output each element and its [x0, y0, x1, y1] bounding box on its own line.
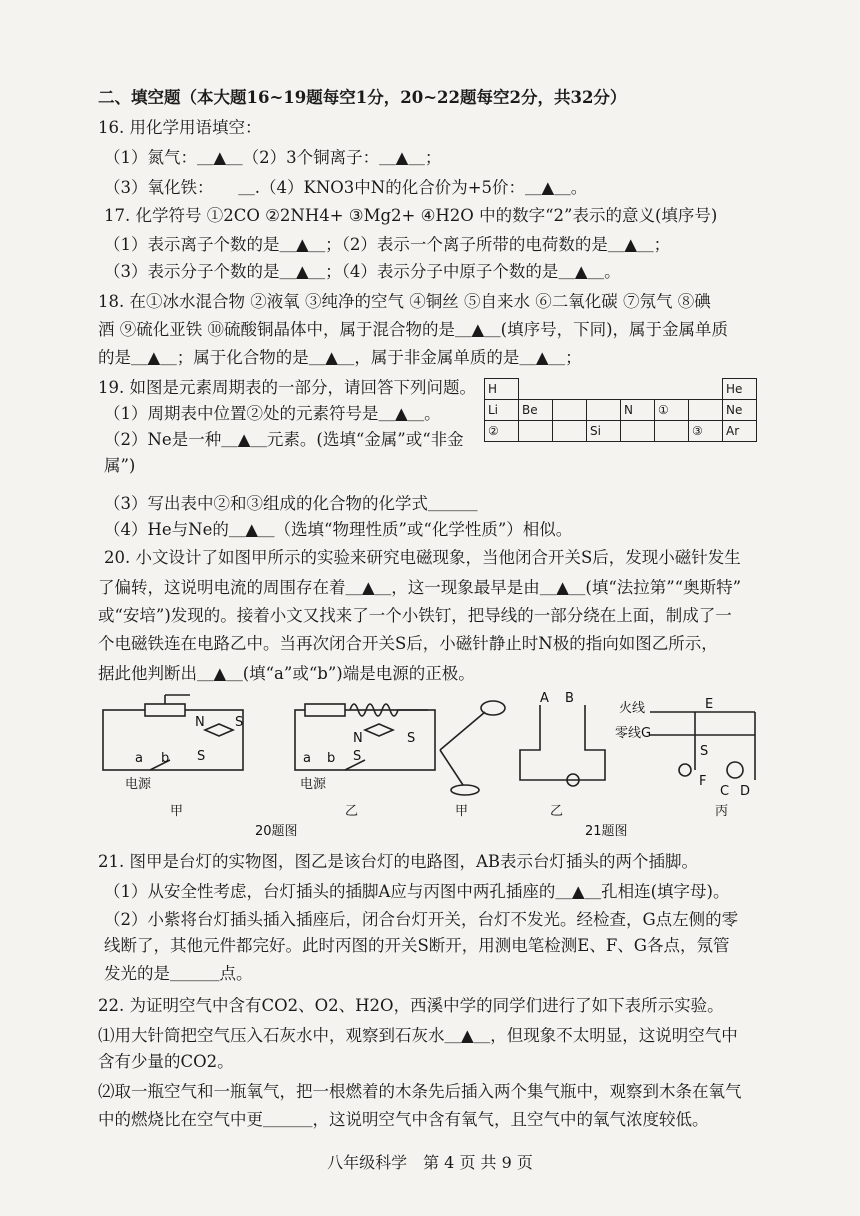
element-cell: [553, 379, 587, 400]
element-cell: [689, 400, 723, 421]
figures: [95, 690, 775, 840]
figure-label: 火线: [619, 701, 646, 716]
text-line: 含有少量的CO2。: [98, 1052, 234, 1071]
page-footer: 八年级科学 第 4 页 共 9 页: [327, 1153, 533, 1172]
element-cell: Be: [519, 400, 553, 421]
rheostat-b: [305, 704, 345, 716]
element-cell: [553, 421, 587, 442]
figure-label: 甲: [455, 804, 469, 819]
figure-label: 电源: [300, 777, 327, 792]
lamp-circuit: [520, 705, 605, 780]
figure-label: a: [303, 751, 311, 766]
element-cell: [655, 379, 689, 400]
figure-label: B: [565, 691, 574, 706]
element-cell: Li: [485, 400, 519, 421]
element-cell: ③: [689, 421, 723, 442]
text-line: （2）Ne是一种＿▲＿元素。(选填“金属”或“非金: [104, 430, 464, 449]
text-line: 酒 ⑨硫化亚铁 ⑩硫酸铜晶体中，属于混合物的是＿▲＿(填序号，下同)，属于金属单质: [98, 320, 729, 339]
figure-label: 21题图: [585, 824, 628, 839]
figure-label: 电源: [125, 777, 152, 792]
element-cell: [587, 379, 621, 400]
text-line: 发光的是＿＿＿点。: [104, 964, 253, 983]
figure-label: 乙: [345, 804, 359, 819]
text-line: 16. 用化学用语填空：: [98, 118, 262, 137]
circuit-a-wire: [103, 710, 243, 770]
text-line: 线断了，其他元件都完好。此时丙图的开关S断开，用测电笔检测E、F、G各点，氖管: [104, 936, 730, 955]
figure-label: b: [161, 751, 170, 766]
element-cell: [519, 421, 553, 442]
figure-label: A: [540, 691, 549, 706]
element-cell: H: [485, 379, 519, 400]
text-line: （4）He与Ne的＿▲＿（选填“物理性质”或“化学性质”）相似。: [104, 520, 573, 539]
figure-label: S: [197, 749, 206, 764]
figure-label: 丙: [715, 804, 729, 819]
figure-label: N: [353, 731, 363, 746]
text-line: 18. 在①冰水混合物 ②液氧 ③纯净的空气 ④铜丝 ⑤自来水 ⑥二氧化碳 ⑦氖气 ⑧碘: [98, 292, 711, 311]
figure-label: 甲: [170, 804, 184, 819]
text-line: 21. 图甲是台灯的实物图，图乙是该台灯的电路图，AB表示台灯插头的两个插脚。: [98, 852, 699, 871]
lamp-base: [451, 785, 479, 795]
figure-label: E: [705, 697, 714, 712]
element-cell: N: [621, 400, 655, 421]
element-cell: ②: [485, 421, 519, 442]
figure-label: F: [699, 774, 707, 789]
figure-label: S: [700, 744, 709, 759]
socket: [727, 762, 743, 778]
rheostat-a: [145, 704, 185, 716]
element-cell: ①: [655, 400, 689, 421]
text-line: ⑴用大针筒把空气压入石灰水中，观察到石灰水＿▲＿，但现象不太明显，这说明空气中: [98, 1026, 738, 1045]
text-line: 20. 小文设计了如图甲所示的实验来研究电磁现象，当他闭合开关S后，发现小磁针发生: [104, 548, 741, 567]
periodic-table: [484, 378, 757, 442]
text-line: 19. 如图是元素周期表的一部分，请回答下列问题。: [98, 378, 476, 397]
element-cell: Ar: [723, 421, 757, 442]
text-line: （1）氮气：＿▲＿（2）3个铜离子：＿▲＿；: [104, 148, 442, 167]
text-line: 了偏转，这说明电流的周围存在着＿▲＿，这一现象最早是由＿▲＿(填“法拉第”“奥斯特”: [98, 578, 742, 597]
figure-label: S: [235, 715, 244, 730]
figure-label: S: [407, 731, 416, 746]
figure-label: b: [327, 751, 336, 766]
figure-label: N: [195, 715, 205, 730]
element-cell: [553, 400, 587, 421]
text-line: ⑵取一瓶空气和一瓶氧气，把一根燃着的木条先后插入两个集气瓶中，观察到木条在氧气: [98, 1082, 742, 1101]
text-line: （1）表示离子个数的是＿▲＿；（2）表示一个离子所带的电荷数的是＿▲＿；: [104, 235, 671, 254]
element-cell: [655, 421, 689, 442]
figure-label: 乙: [550, 804, 564, 819]
element-cell: Si: [587, 421, 621, 442]
text-line: 17. 化学符号 ①2CO ②2NH4+ ③Mg2+ ④H2O 中的数字“2”表示的意义(填序号): [104, 206, 718, 225]
figure-label: a: [135, 751, 143, 766]
element-cell: [519, 379, 553, 400]
compass-needle-a: [205, 724, 233, 736]
text-line: （3）氧化铁： ＿.（4）KNO3中N的化合价为+5价：＿▲＿。: [104, 178, 588, 197]
figure-label: D: [740, 784, 751, 799]
figure-label: C: [720, 784, 730, 799]
bulb-c: [679, 764, 691, 776]
text-line: 的是＿▲＿；属于化合物的是＿▲＿，属于非金属单质的是＿▲＿；: [98, 348, 582, 367]
text-line: 22. 为证明空气中含有CO2、O2、H2O，西溪中学的同学们进行了如下表所示实验。: [98, 996, 724, 1015]
text-line: 中的燃烧比在空气中更＿＿＿，这说明空气中含有氧气，且空气中的氧气浓度较低。: [98, 1110, 709, 1129]
text-line: 据此他判断出＿▲＿(填“a”或“b”)端是电源的正极。: [98, 664, 475, 683]
element-cell: [621, 421, 655, 442]
element-cell: [621, 379, 655, 400]
element-cell: [587, 400, 621, 421]
text-line: 个电磁铁连在电路乙中。当再次闭合开关S后，小磁针静止时N极的指向如图乙所示，: [98, 634, 718, 653]
text-line: （3）写出表中②和③组成的化合物的化学式＿＿＿: [104, 494, 478, 513]
text-line: 属”): [104, 456, 136, 475]
compass-needle-b: [365, 724, 393, 736]
text-line: （1）从安全性考虑，台灯插头的插脚A应与丙图中两孔插座的＿▲＿孔相连(填字母)。: [104, 882, 730, 901]
figure-label: 20题图: [255, 824, 298, 839]
element-cell: He: [723, 379, 757, 400]
element-cell: Ne: [723, 400, 757, 421]
figure-label: 零线G: [615, 726, 652, 741]
text-line: （3）表示分子个数的是＿▲＿；（4）表示分子中原子个数的是＿▲＿。: [104, 262, 621, 281]
element-cell: [689, 379, 723, 400]
figure-label: S: [353, 749, 362, 764]
text-line: （1）周期表中位置②处的元素符号是＿▲＿。: [104, 404, 441, 423]
text-line: 或“安培”)发现的。接着小文又找来了一个小铁钉，把导线的一部分绕在上面，制成了一: [98, 606, 732, 625]
text-line: 二、填空题（本大题16~19题每空1分，20~22题每空2分，共32分）: [98, 88, 627, 107]
text-line: （2）小紫将台灯插头插入插座后，闭合台灯开关，台灯不发光。经检查，G点左侧的零: [104, 910, 739, 929]
